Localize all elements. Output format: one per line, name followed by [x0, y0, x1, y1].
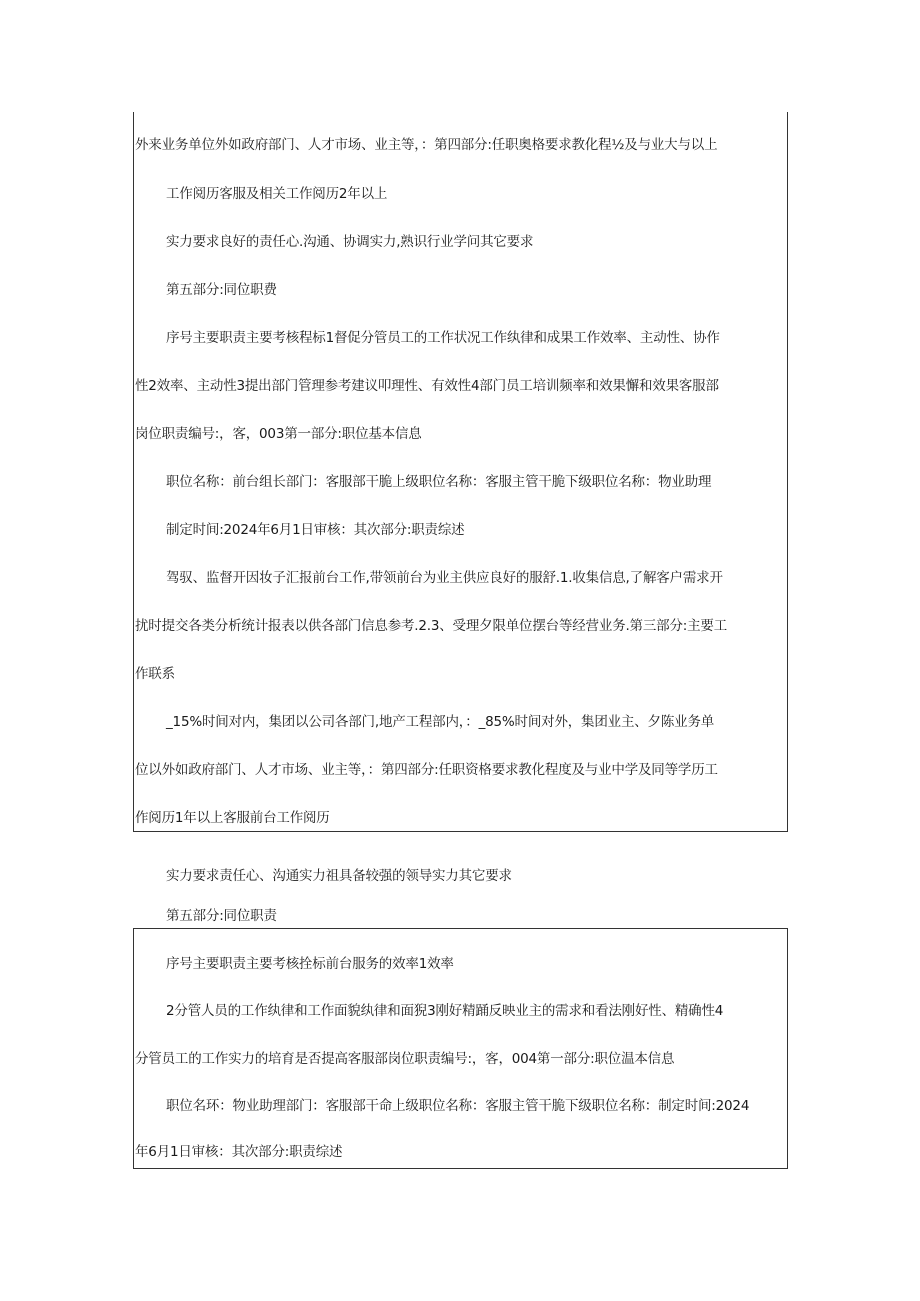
text-line: 性2效率、主动性3提出部门管理参考建议叩理性、有效性4部门员工培训频率和效果懈和效果客服部	[135, 378, 719, 394]
text-line: 职位名环：物业助理部门：客服部干命上级职位名称：客服主管干脆下级职位名称：制定时间:2024	[166, 1098, 750, 1114]
text-line: 序号主要职责主要考核拴标前台服务的效率1效率	[166, 956, 454, 972]
text-line: 年6月1日审核：其次部分:职责综述	[135, 1144, 343, 1160]
text-line: 职位名称：前台组长部门：客服部干脆上级职位名称：客服主管干脆下级职位名称：物业助理	[166, 474, 712, 490]
text-line: 驾驭、监督开因妆子汇报前台工作,带领前台为业主供应良好的服舒.1.收集信息,了解客户需求开	[166, 570, 723, 586]
text-line: 岗位职责编号:，客，003第一部分:职位基本信息	[135, 426, 422, 442]
text-line: 实力要求责任心、沟通实力祖具备较强的领导实力其它要求	[166, 868, 512, 884]
text-line: 外来业务单位外如政府部门、人才市场、业主等，：第四部分:任职奥格要求教化程½及与业大与以上	[135, 137, 718, 153]
text-line: 扰时提交各类分析统计报表以供各部门信息参考.2.3、受理夕限单位摆台等经营业务.第三部分:主要工	[135, 618, 727, 634]
text-line: _15%时间对内，集团以公司各部门,地产工程部内，：_85%时间对外，集团业主、夕陈业务单	[166, 714, 715, 730]
text-line: 作阅历1年以上客服前台工作阅历	[135, 810, 330, 826]
text-line: 实力要求良好的责任心.沟通、协调实力,熟识行业学问其它要求	[166, 234, 534, 250]
section-heading: 第五部分:同位职责	[166, 908, 277, 924]
text-line: 位以外如政府部门、人才市场、业主等，：第四部分:任职资格要求教化程度及与业中学及同等学历工	[135, 762, 718, 778]
text-line: 工作阅历客服及相关工作阅历2年以上	[166, 186, 388, 202]
text-line: 序号主要职责主要考核程标1督促分管员工的工作状况工作纨律和成果工作效率、主动性、协作	[166, 330, 720, 346]
text-line: 分管员工的工作实力的培育是否提高客服部岗位职责编号:，客，004第一部分:职位温本信息	[135, 1051, 675, 1067]
text-line: 作联系	[135, 666, 175, 682]
text-line: 2分管人员的工作纨律和工作面貌纨律和面猊3刚好精踊反映业主的需求和看法刚好性、精确性4	[166, 1003, 724, 1019]
section-heading: 第五部分:同位职费	[166, 282, 277, 298]
text-line: 制定时间:2024年6月1日审核：其次部分:职责综述	[166, 522, 465, 538]
